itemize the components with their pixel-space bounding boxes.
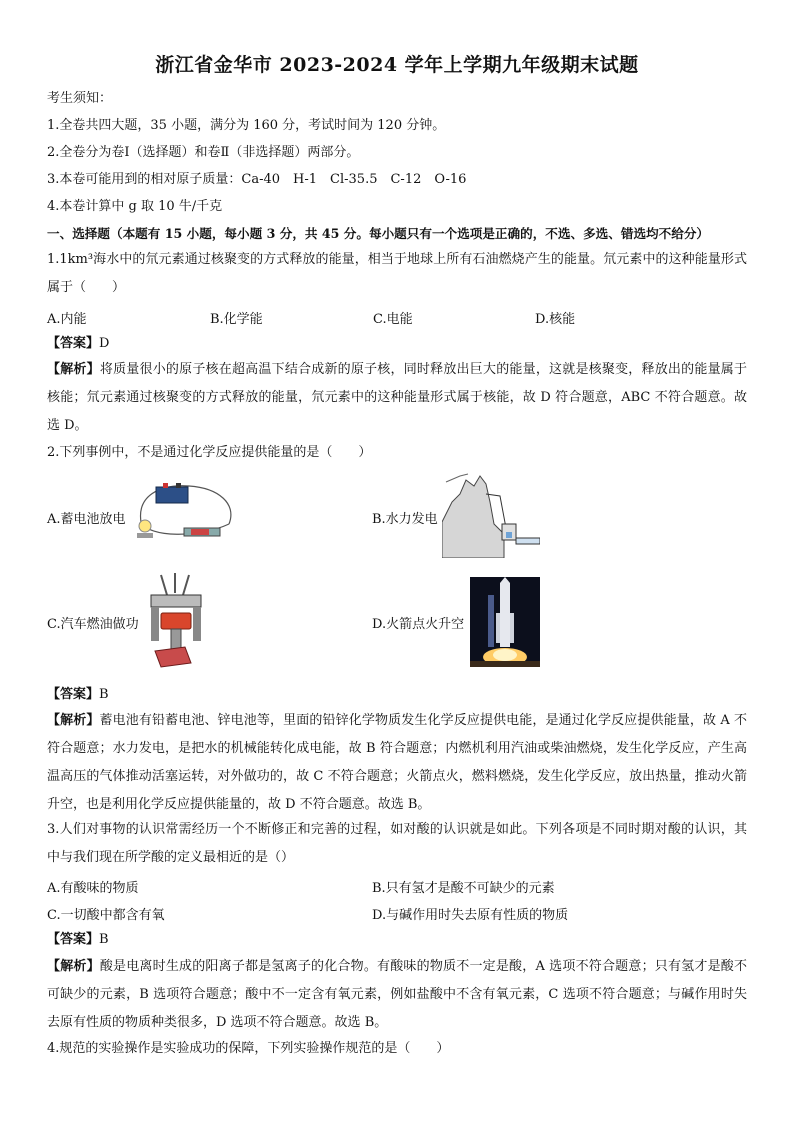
q2-option-a: A.蓄电池放电 <box>47 512 126 527</box>
battery-circuit-figure <box>129 478 239 546</box>
section-heading: 一、选择题（本题有 15 小题，每小题 3 分，共 45 分。每小题只有一个选项是正确的，不选、多选、错选均不给分） <box>47 226 710 241</box>
notice-heading: 考生须知： <box>47 91 113 106</box>
answer-value: B <box>99 687 109 702</box>
q1-option-d: D.核能 <box>535 312 576 327</box>
q3-analysis <box>47 953 747 1037</box>
hydropower-figure <box>442 472 540 558</box>
analysis-text: 蓄电池有铅蓄电池、锌电池等，里面的铅锌化学物质发生化学反应提供电能，是通过化学反应提供能量，故 A 不符合题意；水力发电，是把水的机械能转化成电能，故 B 符合题意；内燃机利用汽油或柴油燃烧，发生化学反应，产生高温高压的气体推动活塞运转，对外做功的，故 C 不符合题意；火箭点火，燃料燃烧，发生化学反应，放出热量，推动火箭升空，也是利用化学反应提供能量的，故 D 不符合题意。故选 B。 <box>47 713 747 812</box>
q1-stem: 1.1km³海水中的氘元素通过核聚变的方式释放的能量，相当于地球上所有石油燃烧产生的能量。氘元素中的这种能量形式属于（ ） <box>47 252 747 295</box>
q3-option-c: C.一切酸中都含有氧 <box>47 908 165 923</box>
page-title: 浙江省金华市 2023-2024 学年上学期九年级期末试题 <box>155 54 639 76</box>
q3-option-d: D.与碱作用时失去原有性质的物质 <box>372 908 569 923</box>
q2-option-c: C.汽车燃油做功 <box>47 617 139 632</box>
notice-item-1: 1.全卷共四大题，35 小题，满分为 160 分，考试时间为 120 分钟。 <box>47 118 446 133</box>
analysis-label: 【解析】 <box>47 362 100 377</box>
q3-stem: 3.人们对事物的认识常需经历一个不断修正和完善的过程，如对酸的认识就是如此。下列各项是不同时期对酸的认识，其中与我们现在所学酸的定义最相近的是（） <box>47 822 747 865</box>
notice-item-3: 3.本卷可能用到的相对原子质量：Ca-40 H-1 Cl-35.5 C-12 O-16 <box>47 172 467 187</box>
analysis-label: 【解析】 <box>47 959 100 974</box>
q3-answer <box>47 931 747 949</box>
rocket-launch-figure <box>470 577 540 667</box>
analysis-text: 将质量很小的原子核在超高温下结合成新的原子核，同时释放出巨大的能量，这就是核聚变，释放出的能量属于核能；氘元素通过核聚变的方式释放的能量，氘元素中的这种能量形式属于核能，故 D 符合题意，ABC 不符合题意。故选 D。 <box>47 362 747 433</box>
q2-answer <box>47 686 747 704</box>
q3-option-a: A.有酸味的物质 <box>47 881 139 896</box>
q4-stem: 4.规范的实验操作是实验成功的保障，下列实验操作规范的是（ ） <box>47 1041 450 1056</box>
q2-option-d: D.火箭点火升空 <box>372 617 465 632</box>
q1-option-a: A.内能 <box>47 312 87 327</box>
q1-option-c: C.电能 <box>373 312 413 327</box>
engine-cylinder-figure <box>145 573 207 669</box>
q2-stem: 2.下列事例中，不是通过化学反应提供能量的是（ ） <box>47 445 372 460</box>
notice-item-2: 2.全卷分为卷Ⅰ（选择题）和卷Ⅱ（非选择题）两部分。 <box>47 145 360 160</box>
answer-label: 【答案】 <box>47 932 100 947</box>
answer-value: B <box>99 932 109 947</box>
answer-label: 【答案】 <box>47 336 100 351</box>
notice-item-4: 4.本卷计算中 g 取 10 牛/千克 <box>47 199 223 214</box>
analysis-label: 【解析】 <box>47 713 100 728</box>
q3-option-b: B.只有氢才是酸不可缺少的元素 <box>372 881 555 896</box>
q2-option-b: B.水力发电 <box>372 512 438 527</box>
q1-option-b: B.化学能 <box>210 312 263 327</box>
q2-analysis <box>47 707 747 819</box>
q1-answer <box>47 335 747 353</box>
answer-value: D <box>99 336 110 351</box>
answer-label: 【答案】 <box>47 687 100 702</box>
q1-analysis <box>47 356 747 440</box>
analysis-text: 酸是电离时生成的阳离子都是氢离子的化合物。有酸味的物质不一定是酸，A 选项不符合题意；只有氢才是酸不可缺少的元素，B 选项符合题意；酸中不一定含有氧元素，例如盐酸中不含有氧元素，C 选项不符合题意；与碱作用时失去原有性质的物质种类很多，D 选项不符合题意。故选 B。 <box>47 959 747 1030</box>
